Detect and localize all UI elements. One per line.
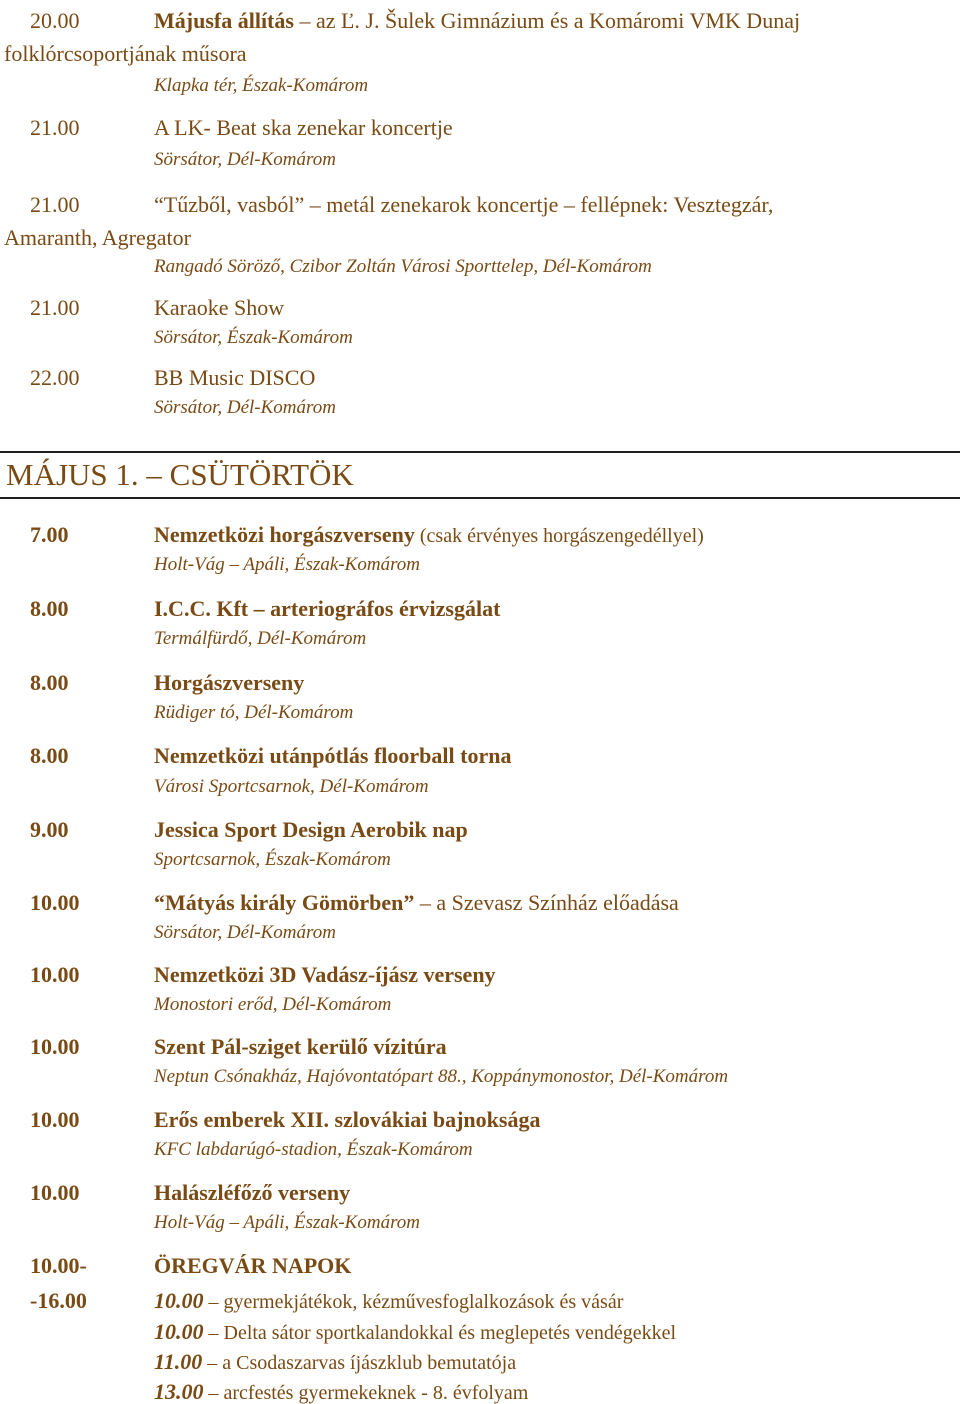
event-location: Rangadó Söröző, Czibor Zoltán Városi Sporttelep, Dél-Komárom xyxy=(154,256,652,277)
event-title: Jessica Sport Design Aerobik nap xyxy=(154,817,468,842)
event-title-main: Nemzetközi horgászverseny xyxy=(154,522,415,547)
event-time-end: -16.00 xyxy=(30,1288,87,1313)
program-item xyxy=(154,1290,623,1312)
event-location: Rüdiger tó, Dél-Komárom xyxy=(154,702,354,723)
event-title-rest: – az Ľ. J. Šulek Gimnázium és a Komáromi VMK Dunaj xyxy=(293,8,801,33)
section-divider-top xyxy=(0,451,960,453)
event-location: Holt-Vág – Apáli, Észak-Komárom xyxy=(154,1212,420,1233)
event-time: 21.00 xyxy=(30,192,80,217)
event-title: Nemzetközi utánpótlás floorball torna xyxy=(154,743,512,768)
event-title: Horgászverseny xyxy=(154,670,305,695)
event-location: Termálfürdő, Dél-Komárom xyxy=(154,628,367,649)
event-location: KFC labdarúgó-stadion, Észak-Komárom xyxy=(154,1139,473,1160)
program-item xyxy=(154,1321,676,1343)
event-location: Sörsátor, Dél-Komárom xyxy=(154,397,336,418)
event-title: Szent Pál-sziget kerülő vízitúra xyxy=(154,1034,447,1059)
event-location: Neptun Csónakház, Hajóvontatópart 88., Koppánymonostor, Dél-Komárom xyxy=(154,1066,729,1087)
event-location: Holt-Vág – Apáli, Észak-Komárom xyxy=(154,554,420,575)
program-item-text: – gyermekjátékok, kézművesfoglalkozások és vásár xyxy=(203,1291,624,1313)
event-title-continuation: Amaranth, Agregator xyxy=(4,225,191,250)
event-time: 8.00 xyxy=(30,670,69,695)
event-location: Monostori erőd, Dél-Komárom xyxy=(154,994,392,1015)
event-title: Karaoke Show xyxy=(154,295,285,320)
event-title: ÖREGVÁR NAPOK xyxy=(154,1253,352,1278)
section-divider-bottom xyxy=(0,497,960,499)
event-location: Sörsátor, Dél-Komárom xyxy=(154,149,336,170)
event-time: 8.00 xyxy=(30,596,69,621)
event-title: Erős emberek XII. szlovákiai bajnoksága xyxy=(154,1107,541,1132)
event-time: 9.00 xyxy=(30,817,69,842)
event-title xyxy=(154,892,679,914)
event-time: 10.00 xyxy=(30,1180,80,1205)
event-title: BB Music DISCO xyxy=(154,365,316,390)
event-title-continuation: folklórcsoportjának műsora xyxy=(4,41,247,66)
program-item-time: 11.00 xyxy=(154,1349,203,1374)
event-time: 20.00 xyxy=(30,8,80,33)
event-time: 10.00 xyxy=(30,962,80,987)
event-time: 7.00 xyxy=(30,522,69,547)
event-title-rest: – a Szevasz Színház előadása xyxy=(414,890,679,915)
event-location: Klapka tér, Észak-Komárom xyxy=(154,75,369,96)
program-item-text: – Delta sátor sportkalandokkal és meglepetés vendégekkel xyxy=(203,1322,677,1344)
event-time: 21.00 xyxy=(30,295,80,320)
event-time: 10.00 xyxy=(30,1107,80,1132)
event-location: Sörsátor, Dél-Komárom xyxy=(154,922,336,943)
event-title: Halászléfőző verseny xyxy=(154,1180,351,1205)
event-title: A LK- Beat ska zenekar koncertje xyxy=(154,115,453,140)
event-title: “Tűzből, vasból” – metál zenekarok koncertje – fellépnek: Vesztegzár, xyxy=(154,192,774,217)
event-location: Sörsátor, Észak-Komárom xyxy=(154,327,353,348)
program-item-time: 13.00 xyxy=(154,1379,204,1404)
event-title xyxy=(154,10,800,32)
event-title-main: Májusfa állítás xyxy=(154,8,294,33)
program-item-time: 10.00 xyxy=(154,1288,204,1313)
event-time-start: 10.00- xyxy=(30,1253,87,1278)
program-item-text: – arcfestés gyermekeknek - 8. évfolyam xyxy=(203,1382,529,1404)
program-item xyxy=(154,1381,528,1403)
event-time: 22.00 xyxy=(30,365,80,390)
event-time: 21.00 xyxy=(30,115,80,140)
event-time: 10.00 xyxy=(30,890,80,915)
program-item xyxy=(154,1351,516,1373)
event-location: Sportcsarnok, Észak-Komárom xyxy=(154,849,391,870)
event-title-note: (csak érvényes horgászengedéllyel) xyxy=(414,525,704,547)
day-header: MÁJUS 1. – CSÜTÖRTÖK xyxy=(6,457,354,492)
event-time: 8.00 xyxy=(30,743,69,768)
event-title-main: “Mátyás király Gömörben” xyxy=(154,890,415,915)
event-location: Városi Sportcsarnok, Dél-Komárom xyxy=(154,776,429,797)
event-time: 10.00 xyxy=(30,1034,80,1059)
program-item-time: 10.00 xyxy=(154,1319,204,1344)
event-title: Nemzetközi 3D Vadász-íjász verseny xyxy=(154,962,496,987)
event-title xyxy=(154,524,704,546)
program-item-text: – a Csodaszarvas íjászklub bemutatója xyxy=(202,1352,517,1374)
event-title: I.C.C. Kft – arteriográfos érvizsgálat xyxy=(154,596,501,621)
